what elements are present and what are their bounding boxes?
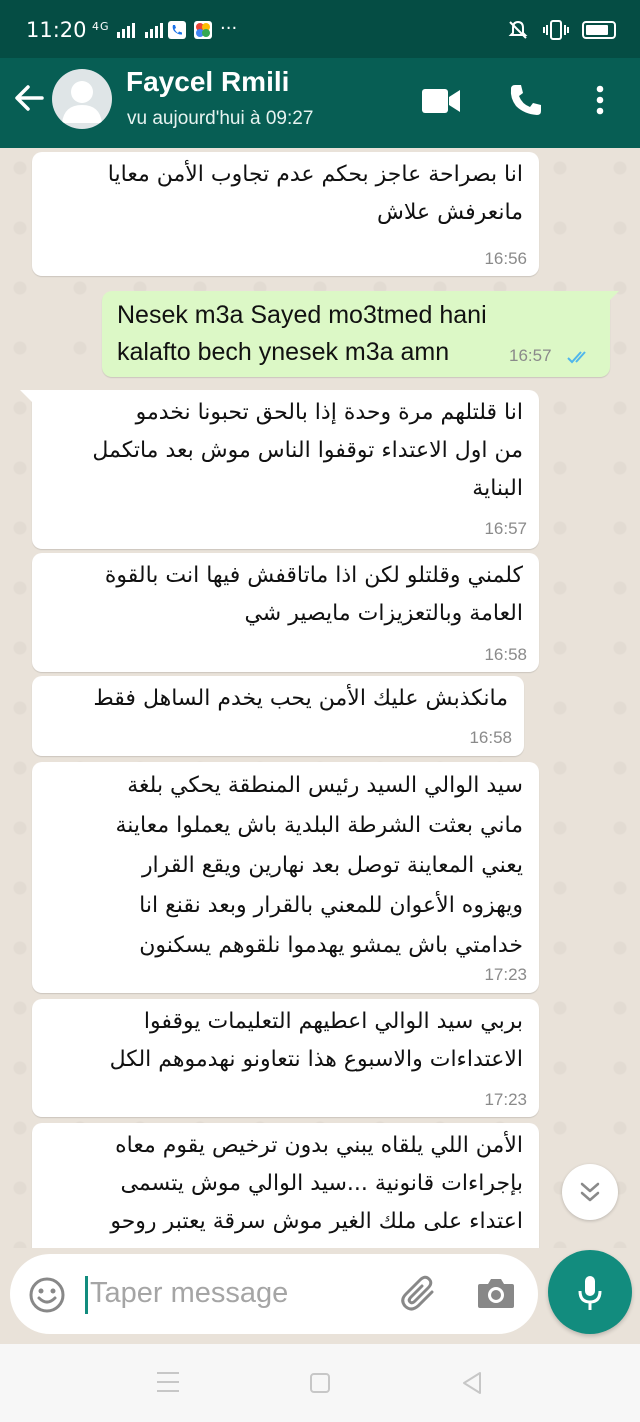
home-icon[interactable] <box>309 1372 331 1394</box>
emoji-icon[interactable] <box>28 1276 66 1314</box>
message-bubble-incoming[interactable] <box>32 762 539 993</box>
message-line: يعني المعاينة توصل بعد نهارين ويقع القرار <box>141 853 523 878</box>
mute-icon <box>506 18 530 42</box>
message-list[interactable] <box>0 148 640 1248</box>
attach-icon[interactable] <box>398 1274 440 1314</box>
text-cursor <box>85 1276 88 1314</box>
message-bubble-incoming[interactable] <box>32 553 539 672</box>
message-line: انا قلتلهم مرة وحدة إذا بالحق تحبونا نخدمو <box>135 400 523 425</box>
back-arrow-icon[interactable] <box>12 80 48 116</box>
message-time: 17:23 <box>484 965 527 984</box>
default-avatar-icon <box>52 69 112 129</box>
message-line: بإجراءات قانونية ...سيد الوالي موش يتسمى <box>120 1171 523 1196</box>
status-right-icons <box>506 18 616 42</box>
message-bubble-incoming[interactable] <box>32 676 524 756</box>
signal-bars-icon <box>115 20 175 38</box>
message-bubble-incoming[interactable] <box>32 1123 539 1248</box>
message-bubble-incoming[interactable] <box>32 999 539 1117</box>
back-nav-icon[interactable] <box>460 1371 484 1395</box>
message-time: 16:56 <box>484 249 527 268</box>
chat-header <box>0 0 640 148</box>
message-line: العامة وبالتعزيزات مايصير شي <box>244 601 523 626</box>
message-line: ويهزوه الأعوان للمعني بالقرار وبعد نقنع انا <box>139 893 523 918</box>
scroll-to-bottom-button[interactable] <box>562 1164 618 1220</box>
message-line: خدامتي باش يمشو يهدموا نلقوهم يسكنون <box>139 933 523 958</box>
more-notifications: ··· <box>220 18 238 39</box>
message-line: سيد الوالي السيد رئيس المنطقة يحكي بلغة <box>127 773 523 798</box>
message-input-placeholder[interactable]: Taper message <box>90 1277 289 1309</box>
microphone-icon <box>576 1274 604 1312</box>
message-bubble-incoming[interactable] <box>32 390 539 549</box>
camera-icon[interactable] <box>476 1276 516 1310</box>
more-options-icon[interactable] <box>594 84 606 116</box>
message-time: 16:58 <box>469 728 512 747</box>
message-line: من اول الاعتداء توقفوا الناس موش بعد ماتكمل <box>92 438 523 463</box>
last-seen-status: vu aujourd'hui à 09:27 <box>127 108 314 129</box>
message-time: 16:57 <box>484 519 527 538</box>
system-nav-bar <box>0 1344 640 1422</box>
phone-app-icon <box>168 21 186 39</box>
network-type: 4G <box>92 20 110 33</box>
recent-apps-icon[interactable] <box>156 1371 180 1393</box>
message-bubble-incoming[interactable] <box>32 152 539 276</box>
message-time: 16:58 <box>484 645 527 664</box>
voice-call-icon[interactable] <box>508 82 544 118</box>
vibrate-icon <box>542 18 570 42</box>
contact-name[interactable]: Faycel Rmili <box>126 66 290 97</box>
message-line: كلمني وقلتلو لكن اذا ماتاقفش فيها انت بالقوة <box>104 563 523 588</box>
bubble-tail <box>605 291 619 305</box>
status-time: 11:20 <box>26 18 87 42</box>
network-indicator <box>92 20 175 38</box>
message-line: البناية <box>472 476 523 501</box>
message-line: kalafto bech ynesek m3a amn <box>117 338 450 366</box>
message-line: مانعرفش علاش <box>376 200 523 225</box>
bubble-tail <box>20 390 34 404</box>
message-bubble-outgoing[interactable] <box>102 291 610 377</box>
video-call-icon[interactable] <box>421 88 461 114</box>
message-line: انا بصراحة عاجز بحكم عدم تجاوب الأمن معايا <box>107 162 523 187</box>
contact-avatar[interactable] <box>52 69 112 129</box>
message-time: 17:23 <box>484 1090 527 1109</box>
double-chevron-down-icon <box>579 1180 601 1204</box>
message-line: الأمن اللي يلقاه يبني بدون ترخيص يقوم معاه <box>115 1133 523 1158</box>
message-line: Nesek m3a Sayed mo3tmed hani <box>117 301 487 329</box>
read-receipt-icon <box>566 349 596 365</box>
message-line: اعتداء على ملك الغير موش سرقة يعتبر روحو <box>110 1209 523 1234</box>
message-line: بربي سيد الوالي اعطيهم التعليمات يوقفوا <box>143 1009 523 1034</box>
status-bar <box>0 0 640 58</box>
message-time: 16:57 <box>509 346 552 365</box>
battery-icon <box>582 21 616 39</box>
message-line: الاعتداءات والاسبوع هذا نتعاونو نهدموهم الكل <box>109 1047 523 1072</box>
photos-app-icon <box>194 21 212 39</box>
message-line: مانكذبش عليك الأمن يحب يخدم الساهل فقط <box>93 686 508 711</box>
message-line: ماني بعثت الشرطة البلدية باش يعملوا معاينة <box>115 813 523 838</box>
voice-record-button[interactable] <box>548 1250 632 1334</box>
